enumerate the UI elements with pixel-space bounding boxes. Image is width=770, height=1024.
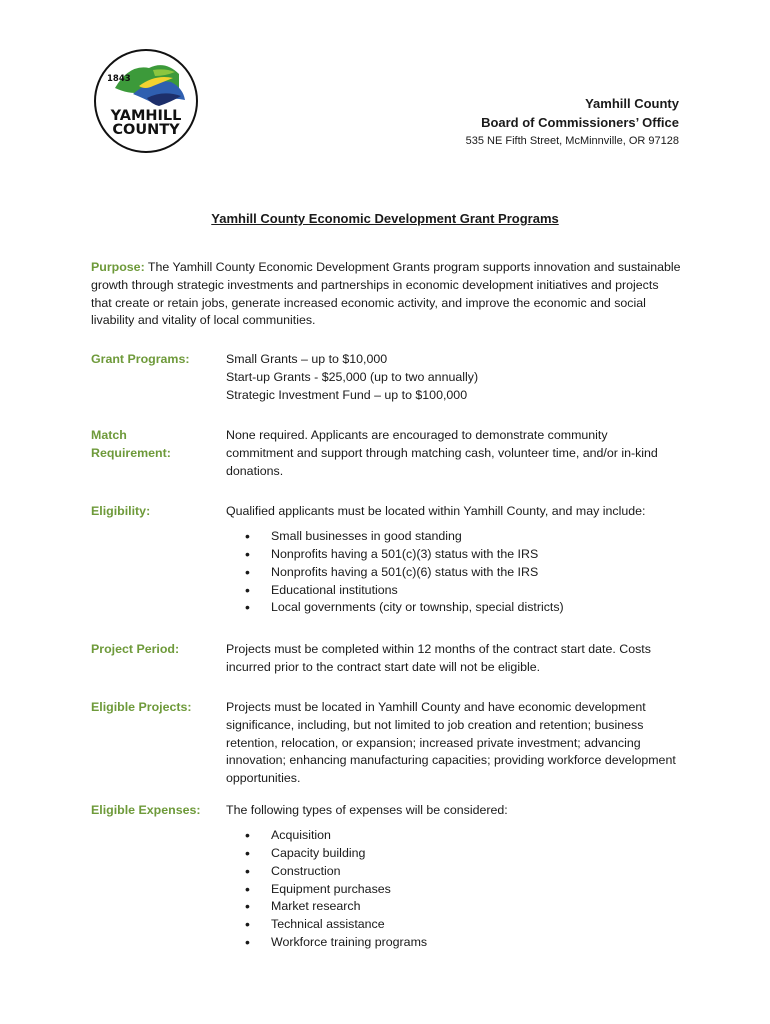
svg-text:YAMHILL: YAMHILL [110, 108, 182, 124]
eligible-expenses-list [226, 827, 676, 952]
match-label-line-2: Requirement: [91, 445, 171, 460]
grant-programs-list [226, 351, 676, 404]
list-item: • Small businesses in good standing [226, 528, 676, 546]
match-label-line-1: Match [91, 428, 127, 442]
eligible-expenses-content [226, 802, 676, 952]
grant-program-startup: Start-up Grants - $25,000 (up to two annually) [226, 369, 479, 384]
purpose-text: The Yamhill County Economic Development Grants program supports innovation and sustainable growth through strategic investments and partnerships in economic development initiatives and projects that create or retain jobs, generate increased economic activity, and improve the economic and social livability and vitality of local communities. [91, 260, 681, 328]
eligible-projects-label: Eligible Projects: [91, 700, 192, 714]
svg-text:COUNTY: COUNTY [112, 122, 180, 138]
list-item: • Capacity building [226, 845, 676, 863]
svg-text:1843: 1843 [107, 74, 131, 84]
list-item: • Nonprofits having a 501(c)(3) status with the IRS [226, 546, 676, 564]
list-item: • Construction [226, 863, 676, 881]
letterhead [466, 94, 679, 151]
grant-program-small: Small Grants – up to $10,000 [226, 352, 388, 366]
document-title: Yamhill County Economic Development Grant Programs [211, 211, 559, 226]
list-item: • Educational institutions [226, 582, 676, 600]
match-requirement-text: None required. Applicants are encouraged to demonstrate community commitment and support through matching cash, volunteer time, and/or in-kind donations. [226, 428, 658, 478]
list-item: • Acquisition [226, 827, 676, 845]
office-name: Board of Commissioners’ Office [481, 115, 679, 130]
purpose-label: Purpose: [91, 260, 145, 274]
eligibility-label: Eligibility: [91, 504, 151, 518]
list-item: • Local governments (city or township, special districts) [226, 599, 676, 617]
eligible-expenses-intro: The following types of expenses will be considered: [226, 803, 508, 817]
list-item: • Workforce training programs [226, 934, 676, 952]
eligibility-intro: Qualified applicants must be located within Yamhill County, and may include: [226, 504, 646, 518]
eligible-projects-text: Projects must be located in Yamhill County and have economic development significance, including, but not limited to job creation and retention; business retention, relocation, or expansion; increased private investment; advancing innovation; enhancing manufacturing capacities; providing workforce development opportunities. [226, 700, 676, 786]
list-item: • Market research [226, 898, 676, 916]
list-item: • Technical assistance [226, 916, 676, 934]
eligible-expenses-label: Eligible Expenses: [91, 803, 201, 817]
match-requirement-label [91, 427, 221, 463]
project-period-text: Projects must be completed within 12 months of the contract start date. Costs incurred prior to the contract start date will not be eligible. [226, 642, 651, 674]
list-item: • Nonprofits having a 501(c)(6) status with the IRS [226, 564, 676, 582]
eligibility-content [226, 503, 676, 617]
list-item: • Equipment purchases [226, 881, 676, 899]
yamhill-county-logo [93, 48, 199, 154]
org-name: Yamhill County [585, 96, 679, 111]
project-period-label: Project Period: [91, 642, 180, 656]
grant-program-strategic: Strategic Investment Fund – up to $100,000 [226, 387, 468, 402]
office-address: 535 NE Fifth Street, McMinnville, OR 97128 [465, 135, 679, 147]
eligibility-list [226, 528, 676, 618]
purpose-paragraph [91, 259, 681, 330]
grant-programs-label: Grant Programs: [91, 352, 190, 366]
